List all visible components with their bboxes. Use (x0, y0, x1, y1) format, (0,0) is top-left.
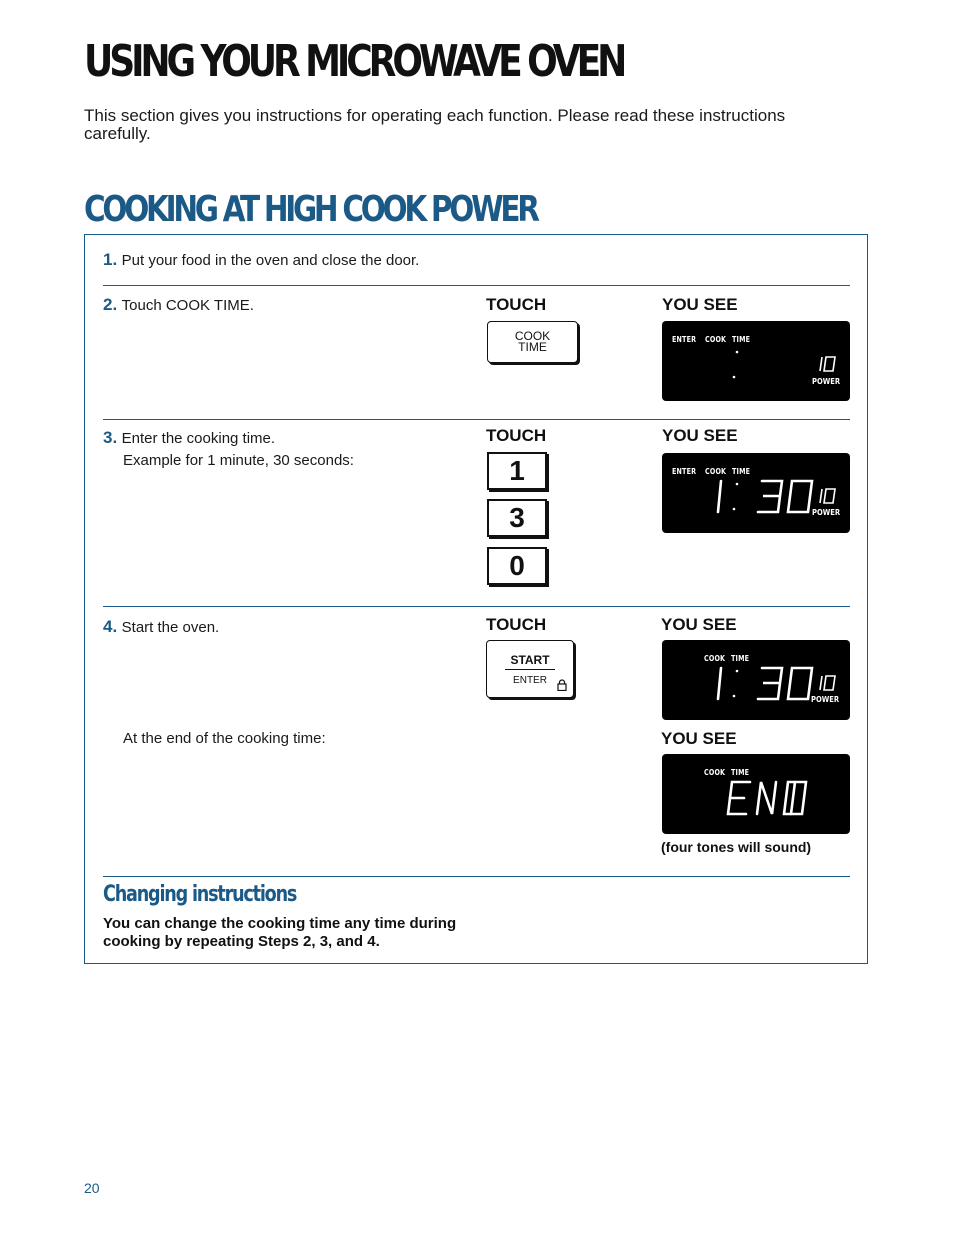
display-cook-label: COOK (705, 467, 727, 476)
page-number: 20 (84, 1180, 100, 1196)
display-step3 (662, 453, 850, 533)
end-of-cooking-note: At the end of the cooking time: (123, 730, 326, 747)
display-step2 (662, 321, 850, 401)
touch-heading: TOUCH (486, 295, 547, 314)
cook-time-key[interactable] (487, 321, 578, 363)
divider (103, 419, 850, 420)
display-enter-label: ENTER (672, 467, 697, 476)
display-time-label: TIME (731, 768, 750, 777)
display-end-segments (662, 754, 850, 834)
step-4 (103, 617, 219, 637)
display-step4 (662, 640, 850, 720)
start-enter-key[interactable] (486, 640, 574, 698)
lock-icon (557, 679, 567, 691)
step-1 (103, 250, 419, 270)
divider (103, 606, 850, 607)
section-title: COOKING AT HIGH COOK POWER (84, 189, 537, 230)
display-time-label: TIME (732, 335, 751, 344)
display-end (662, 754, 850, 834)
page-title: USING YOUR MICROWAVE OVEN (84, 36, 624, 87)
step-number: 4. (103, 617, 118, 636)
display-power-label: POWER (812, 508, 841, 517)
display-step2-segments (662, 321, 850, 401)
step-number: 3. (103, 428, 118, 447)
display-step3-segments (662, 453, 850, 533)
display-step4-segments (662, 640, 850, 720)
step-text: Enter the cooking time. (121, 430, 276, 447)
end-caption: (four tones will sound) (661, 839, 812, 855)
start-divider (505, 669, 555, 670)
you-see-heading: YOU SEE (662, 426, 738, 445)
intro-text: This section gives you instructions for operating each function. Please read these instructions carefully. (84, 106, 786, 143)
divider (103, 876, 850, 877)
touch-heading: TOUCH (486, 426, 547, 445)
touch-heading: TOUCH (486, 615, 547, 634)
step-number: 2. (103, 295, 118, 314)
number-key-1[interactable]: 1 (487, 452, 547, 490)
power-level-digits (820, 357, 835, 371)
time-digits (718, 668, 812, 699)
display-power-label: POWER (811, 695, 840, 704)
step-text: Touch COOK TIME. (121, 297, 254, 314)
you-see-heading: YOU SEE (661, 729, 737, 748)
changing-instructions-title: Changing instructions (103, 882, 297, 907)
end-text-glyphs (728, 782, 806, 814)
you-see-heading: YOU SEE (661, 615, 737, 634)
step-number: 1. (103, 250, 118, 269)
power-level-digits (820, 676, 835, 690)
time-digits (718, 481, 812, 512)
display-time-label: TIME (732, 467, 751, 476)
enter-label: ENTER (513, 675, 547, 686)
step-3 (103, 428, 275, 448)
step-2 (103, 295, 254, 315)
power-level-digits (820, 489, 835, 503)
display-power-label: POWER (812, 377, 841, 386)
number-key-0[interactable]: 0 (487, 547, 547, 585)
key-label: COOK (514, 329, 551, 343)
display-cook-label: COOK (705, 335, 727, 344)
display-cook-label: COOK (704, 768, 726, 777)
step-text: Put your food in the oven and close the door. (121, 252, 420, 269)
divider (103, 285, 850, 286)
step-3-example: Example for 1 minute, 30 seconds: (123, 452, 354, 469)
display-time-label: TIME (731, 654, 750, 663)
step-text: Start the oven. (121, 619, 220, 636)
key-label: TIME (518, 340, 547, 354)
you-see-heading: YOU SEE (662, 295, 738, 314)
display-enter-label: ENTER (672, 335, 697, 344)
display-cook-label: COOK (704, 654, 726, 663)
start-label: START (510, 653, 550, 667)
changing-instructions-body: You can change the cooking time any time during cooking by repeating Steps 2, 3, and 4. (103, 915, 457, 950)
number-key-3[interactable]: 3 (487, 499, 547, 537)
